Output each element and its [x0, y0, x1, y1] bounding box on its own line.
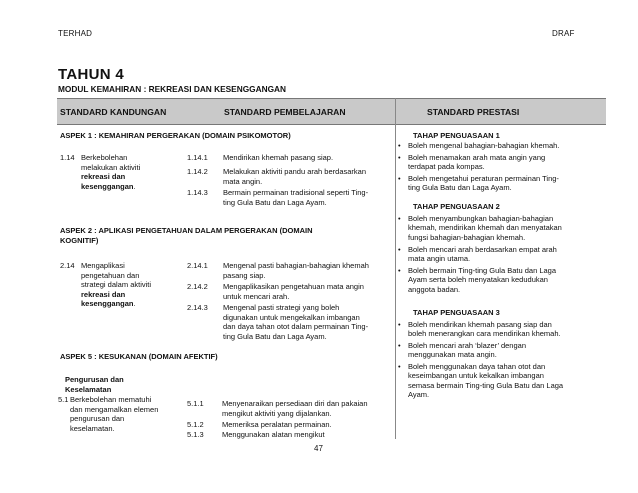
sp-code: 1.14.3 [187, 188, 208, 197]
sk-5-1-line: keselamatan. [70, 423, 115, 433]
sp-text: mata angin. [223, 176, 263, 186]
sp-code: 5.1.1 [187, 399, 204, 408]
bullet: • [398, 245, 401, 254]
bullet: • [398, 153, 401, 162]
sk-2-14-line: pengetahuan dan [81, 270, 140, 280]
aspek-5-title: ASPEK 5 : KESUKANAN (DOMAIN AFEKTIF) [60, 352, 218, 361]
header-right: DRAF [552, 29, 575, 38]
sp-text: untuk mencari arah. [223, 291, 290, 301]
aspek-1-title: ASPEK 1 : KEMAHIRAN PERGERAKAN (DOMAIN PSIKOMOTOR) [60, 131, 291, 140]
sp-code: 5.1.3 [187, 430, 204, 439]
bullet: • [398, 266, 401, 275]
column-header-kandungan: STANDARD KANDUNGAN [60, 107, 167, 117]
sk-2-14-line: kesenggangan [81, 299, 134, 308]
table-header [57, 98, 606, 125]
sp-text: pasang siap. [223, 270, 266, 280]
sk-1-14-line: melakukan aktiviti [81, 162, 141, 172]
sp-code: 2.14.2 [187, 282, 208, 291]
sk-2-14-line: Mengaplikasi [81, 261, 125, 270]
sk-2-14-dot: . [133, 299, 136, 308]
page-title: TAHUN 4 [58, 66, 124, 83]
bullet: • [398, 320, 401, 329]
sp-text: Mengaplikasikan pengetahuan mata angin [223, 282, 364, 291]
sk-code-1-14: 1.14 [60, 153, 75, 162]
tahap-2-heading: TAHAP PENGUASAAN 2 [413, 202, 500, 211]
sk-1-14-line: Berkebolehan [81, 153, 128, 162]
sk-code-5-1: 5.1 [58, 395, 69, 404]
sp-text: ting Gula Batu dan Laga Ayam. [223, 197, 327, 207]
prestasi-item: Boleh mengenal bahagian-bahagian khemah. [408, 141, 560, 150]
sk-5-1-line: Berkebolehan mematuhi [70, 395, 152, 404]
sp-code: 1.14.2 [187, 167, 208, 176]
sp-code: 2.14.1 [187, 261, 208, 270]
prestasi-item: Boleh mencari arah berdasarkan empat arah mata angin utama. [408, 245, 557, 264]
page-number: 47 [314, 444, 323, 453]
column-header-prestasi: STANDARD PRESTASI [427, 107, 520, 117]
sk-1-14-dot: . [133, 181, 136, 191]
prestasi-item: Boleh bermain Ting-ting Gula Batu dan Laga Ayam serta boleh menyatakan kedudukan anggota badan. [408, 266, 557, 294]
tahap-1-heading: TAHAP PENGUASAAN 1 [413, 131, 500, 140]
header-left: TERHAD [58, 29, 93, 38]
sp-text: Menyenaraikan persediaan diri dan pakaian [222, 399, 368, 408]
sp-text: mengikut aktiviti yang dijalankan. [222, 408, 332, 418]
bullet: • [398, 362, 401, 371]
sp-code: 2.14.3 [187, 303, 208, 312]
module-subtitle: MODUL KEMAHIRAN : REKREASI DAN KESENGGANGAN [58, 84, 287, 94]
column-divider [395, 98, 396, 439]
sp-text: Melakukan aktiviti pandu arah berdasarkan [223, 167, 367, 176]
prestasi-item: Boleh menggunakan daya tahan otot dan keseimbangan untuk kekalkan imbangan semasa bermain Ting-ting Gula Batu dan Laga Ayam. [408, 362, 564, 399]
tahap-3-heading: TAHAP PENGUASAAN 3 [413, 308, 500, 317]
bullet: • [398, 214, 401, 223]
sk-2-14-line: strategi dalam aktiviti [81, 280, 152, 289]
sp-text: Memeriksa peralatan permainan. [222, 420, 332, 429]
sp-text: digunakan untuk mengekalkan imbangan [223, 312, 360, 322]
sp-text: Mengenal pasti strategi yang boleh [223, 303, 340, 312]
bullet: • [398, 141, 401, 150]
sk-2-14-line: rekreasi dan [81, 289, 126, 299]
sp-code: 1.14.1 [187, 153, 208, 162]
prestasi-item: Boleh mengetahui peraturan permainan Ting- ting Gula Batu dan Laga Ayam. [408, 174, 559, 193]
sp-text: ting Gula Batu dan Laga Ayam. [223, 331, 327, 341]
prestasi-item: Boleh menyambungkan bahagian-bahagian khemah, mendirikan khemah dan menyatakan fungsi bahagian-bahagian khemah. [408, 214, 562, 242]
prestasi-item: Boleh mendirikan khemah pasang siap dan boleh menerangkan cara mendirikan khemah. [408, 320, 561, 339]
aspek-2-title: KOGNITIF) [60, 236, 99, 245]
sp-code: 5.1.2 [187, 420, 204, 429]
sk-1-14-line: rekreasi dan [81, 172, 126, 181]
sk-code-2-14: 2.14 [60, 261, 75, 270]
sp-text: Bermain permainan tradisional seperti Ting- [223, 188, 369, 197]
aspek-5-subheading: Keselamatan [65, 385, 112, 394]
prestasi-item: Boleh mencari arah ‘blazer’ dengan menggunakan mata angin. [408, 341, 526, 360]
bullet: • [398, 341, 401, 350]
prestasi-item: Boleh menamakan arah mata angin yang terdapat pada kompas. [408, 153, 546, 172]
aspek-5-subheading: Pengurusan dan [65, 375, 124, 384]
sk-5-1-line: pengurusan dan [70, 414, 125, 423]
sp-text: Menggunakan alatan mengikut [222, 430, 325, 439]
sp-text: dan daya tahan otot dalam permainan Ting- [223, 322, 369, 331]
bullet: • [398, 174, 401, 183]
sk-5-1-line: dan mengamalkan elemen [70, 404, 159, 414]
sp-text: Mendirikan khemah pasang siap. [223, 153, 334, 162]
sk-1-14-line: kesenggangan [81, 181, 134, 191]
sp-text: Mengenal pasti bahagian-bahagian khemah [223, 261, 369, 270]
aspek-2-title: ASPEK 2 : APLIKASI PENGETAHUAN DALAM PERGERAKAN (DOMAIN [60, 226, 313, 235]
column-header-pembelajaran: STANDARD PEMBELAJARAN [224, 107, 346, 117]
